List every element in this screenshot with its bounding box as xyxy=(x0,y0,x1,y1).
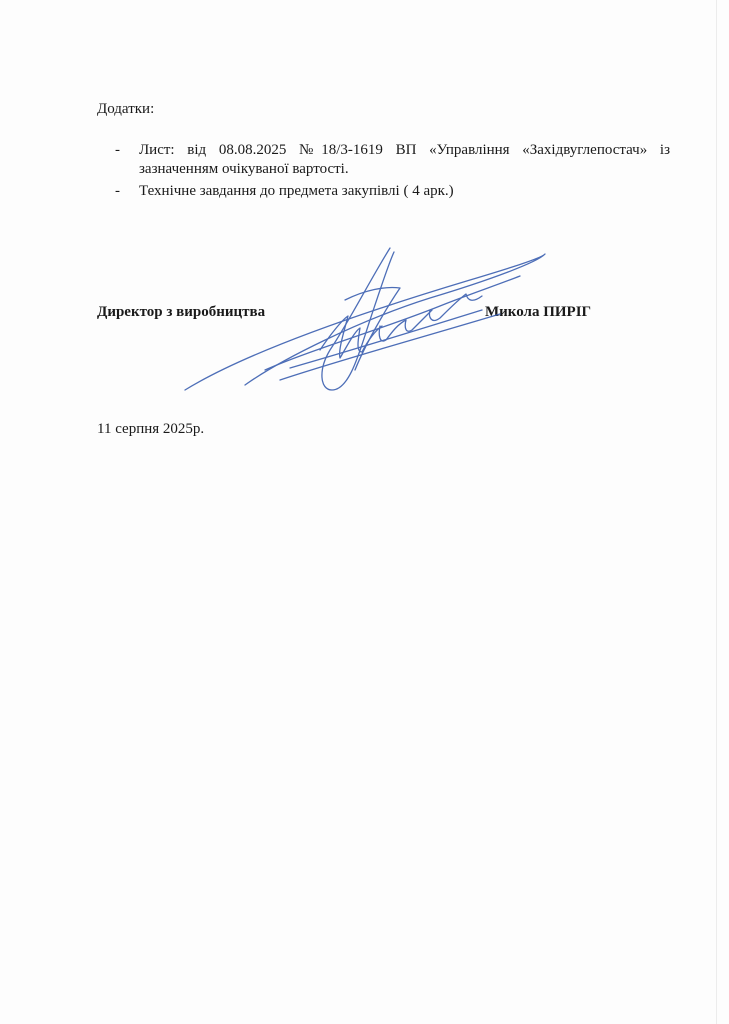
attachment-item xyxy=(115,141,670,179)
handwritten-signature xyxy=(170,240,560,410)
signatory-name: Микола ПИРІГ xyxy=(485,304,592,320)
list-bullet: - xyxy=(115,183,120,199)
attachment-text-line-1: Технічне завдання до предмета закупівлі ( 4 арк.) xyxy=(139,183,454,199)
attachment-list xyxy=(115,141,670,201)
signatory-title: Директор з виробництва xyxy=(97,304,266,320)
attachment-text-line-1: Лист: від 08.08.2025 №18/3-1619 ВП «Управління «Західвуглепостач» із xyxy=(139,142,670,158)
document-date: 11 серпня 2025р. xyxy=(97,421,205,437)
scan-edge-line xyxy=(716,0,717,1024)
list-bullet: - xyxy=(115,142,120,158)
attachment-item xyxy=(115,182,670,201)
attachments-heading: Додатки: xyxy=(97,101,155,117)
attachment-text-line-2: зазначенням очікуваної вартості. xyxy=(139,161,349,177)
